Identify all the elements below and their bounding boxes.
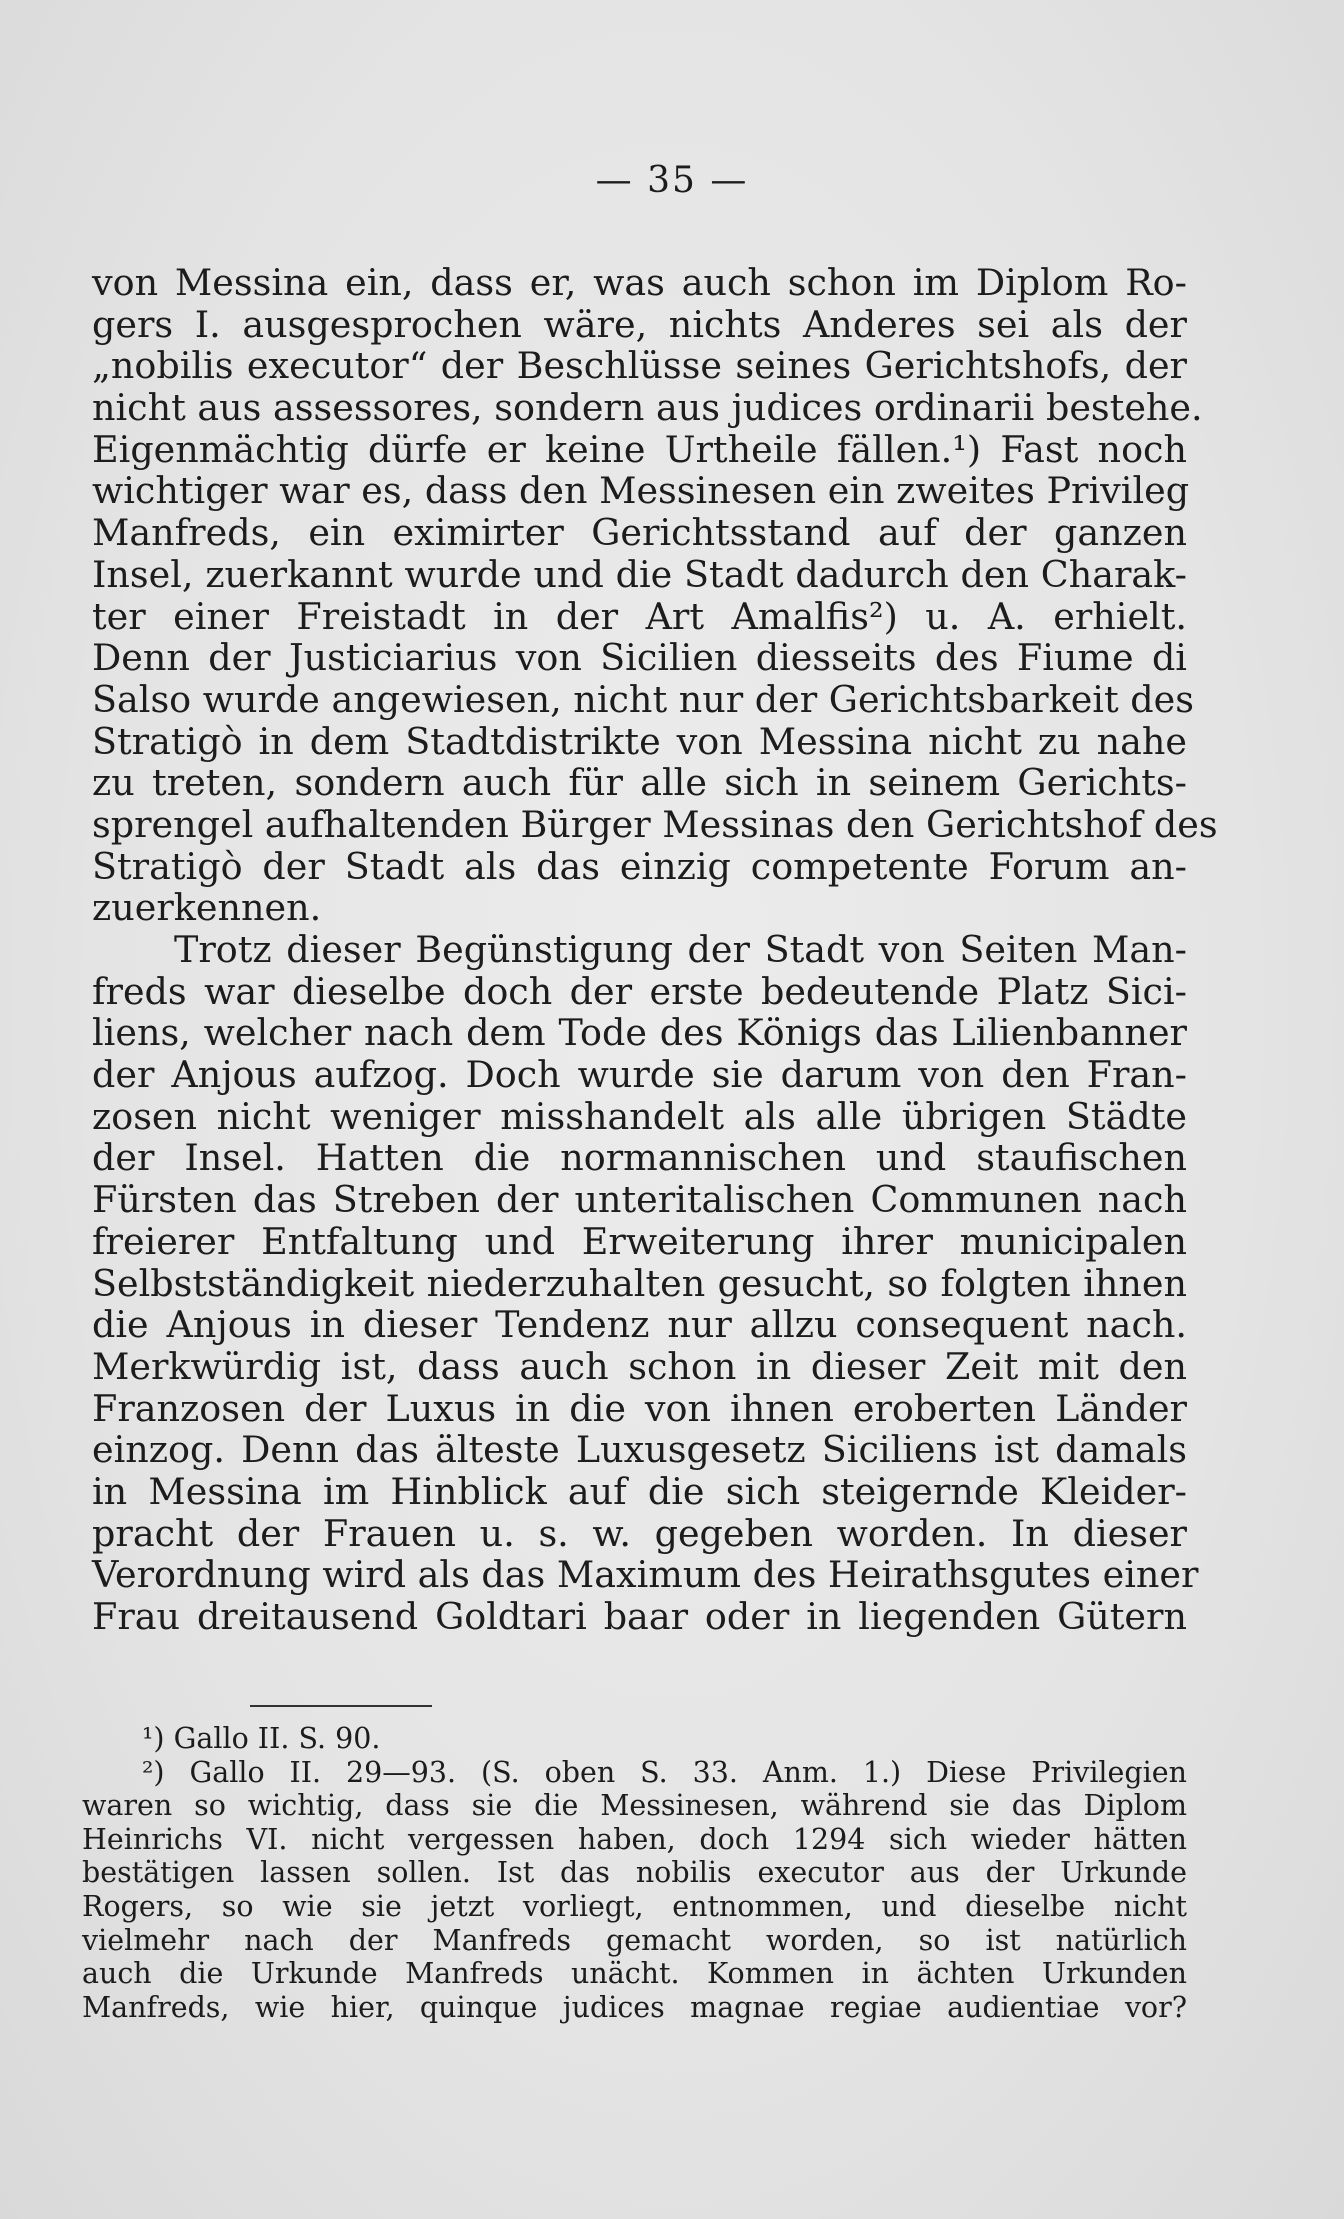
text-line: in Messina im Hinblick auf die sich steigernde Kleider- [92, 1469, 1187, 1513]
text-line: freierer Entfaltung und Erweiterung ihrer municipalen [92, 1219, 1187, 1263]
footnote-line: waren so wichtig, dass sie die Messinesen, während sie das Diplom [82, 1789, 1187, 1823]
text-line: von Messina ein, dass er, was auch schon im Diplom Ro- [92, 261, 1187, 304]
text-line: Verordnung wird als das Maximum des Heirathsgutes einer [92, 1553, 1199, 1597]
footnote-line: Heinrichs VI. nicht vergessen haben, doch 1294 sich wieder hätten [82, 1822, 1187, 1856]
footnote-divider [250, 1705, 432, 1707]
text-line: Franzosen der Luxus in die von ihnen eroberten Länder [92, 1386, 1187, 1430]
text-line: zu treten, sondern auch für alle sich in seinem Gerichts- [92, 761, 1187, 805]
text-line: Trotz dieser Begünstigung der Stadt von Seiten Man- [174, 928, 1187, 971]
text-line: Selbstständigkeit niederzuhalten gesucht, so folgten ihnen [92, 1261, 1187, 1305]
text-line: zuerkennen. [92, 886, 322, 930]
footnotes [82, 1722, 1187, 2024]
footnote-line: vielmehr nach der Manfreds gemacht worden, so ist natürlich [82, 1923, 1187, 1957]
text-line: wichtiger war es, dass den Messinesen ein zweites Privileg [92, 469, 1190, 513]
footnote-line: bestätigen lassen sollen. Ist das nobilis executor aus der Urkunde [82, 1856, 1187, 1890]
text-line: einzog. Denn das älteste Luxusgesetz Siciliens ist damals [92, 1428, 1187, 1472]
footnote-line: ²) Gallo II. 29—93. (S. oben S. 33. Anm. 1.) Diese Privilegien [142, 1755, 1187, 1789]
text-line: pracht der Frauen u. s. w. gegeben worden. In dieser [92, 1511, 1187, 1555]
text-line: Stratigò der Stadt als das einzig competente Forum an- [92, 844, 1187, 888]
text-line: „nobilis executor“ der Beschlüsse seines Gerichtshofs, der [92, 344, 1187, 388]
text-line: die Anjous in dieser Tendenz nur allzu consequent nach. [92, 1303, 1187, 1347]
text-line: Manfreds, ein eximirter Gerichtsstand auf der ganzen [92, 511, 1187, 555]
footnote-line: Rogers, so wie sie jetzt vorliegt, entnommen, und dieselbe nicht [82, 1889, 1187, 1923]
footnote-line: Manfreds, wie hier, quinque judices magnae regiae audientiae vor? [82, 1990, 1187, 2024]
text-line: Denn der Justiciarius von Sicilien diesseits des Fiume di [92, 636, 1187, 680]
text-line: der Insel. Hatten die normannischen und staufischen [92, 1136, 1187, 1180]
text-line: Stratigò in dem Stadtdistrikte von Messina nicht zu nahe [92, 719, 1187, 763]
text-line: Fürsten das Streben der unteritalischen Communen nach [92, 1178, 1187, 1222]
text-line: freds war dieselbe doch der erste bedeutende Platz Sici- [92, 969, 1187, 1013]
footnote-line: ¹) Gallo II. S. 90. [142, 1722, 381, 1755]
main-text [92, 261, 1218, 1638]
text-line: liens, welcher nach dem Tode des Königs das Lilienbanner [92, 1011, 1187, 1055]
text-line: zosen nicht weniger misshandelt als alle übrigen Städte [92, 1094, 1187, 1138]
text-line: Salso wurde angewiesen, nicht nur der Gerichtsbarkeit des [92, 677, 1194, 721]
text-line: der Anjous aufzog. Doch wurde sie darum von den Fran- [92, 1053, 1187, 1097]
text-line: sprengel aufhaltenden Bürger Messinas den Gerichtshof des [92, 802, 1218, 846]
text-line: nicht aus assessores, sondern aus judices ordinarii bestehe. [92, 386, 1203, 430]
footnote-line: auch die Urkunde Manfreds unächt. Kommen in ächten Urkunden [82, 1957, 1187, 1991]
text-line: gers I. ausgesprochen wäre, nichts Anderes sei als der [92, 302, 1187, 346]
text-line: ter einer Freistadt in der Art Amalfis²) u. A. erhielt. [92, 594, 1187, 638]
page-number: — 35 — [595, 160, 749, 201]
text-line: Merkwürdig ist, dass auch schon in dieser Zeit mit den [92, 1344, 1187, 1388]
text-line: Insel, zuerkannt wurde und die Stadt dadurch den Charak- [92, 552, 1187, 596]
text-line: Frau dreitausend Goldtari baar oder in liegenden Gütern [92, 1595, 1187, 1638]
text-line: Eigenmächtig dürfe er keine Urtheile fällen.¹) Fast noch [92, 427, 1187, 471]
